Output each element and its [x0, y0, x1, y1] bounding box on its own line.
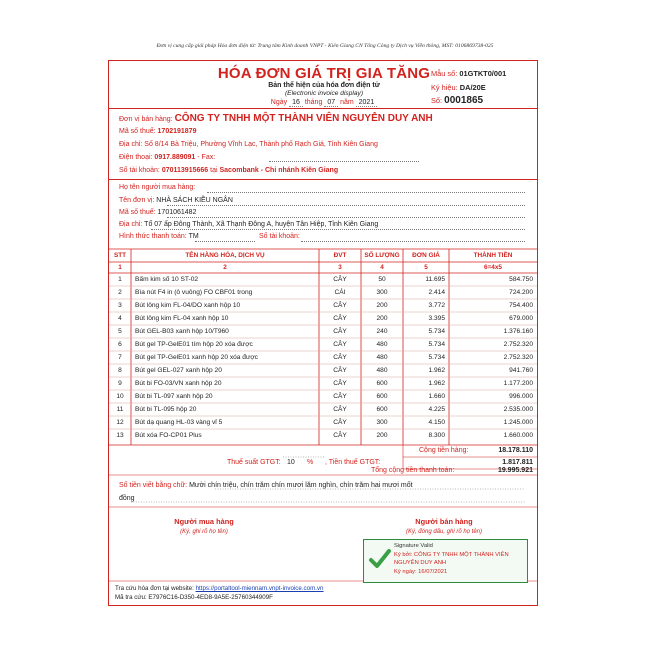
item-stt: 13: [116, 432, 124, 439]
item-qty: 240: [376, 328, 388, 335]
vat-amount-label: , Tiền thuế GTGT:: [325, 459, 381, 466]
item-price: 5.734: [428, 354, 445, 361]
payment-method: TM: [188, 233, 199, 240]
item-stt: 8: [118, 367, 122, 374]
item-unit: CÂY: [333, 315, 347, 322]
date-day: 16: [289, 99, 303, 107]
item-stt: 12: [116, 419, 124, 426]
item-stt: 7: [118, 354, 122, 361]
item-amount: 1.660.000: [503, 432, 533, 439]
form-label: Mẫu số:: [431, 69, 458, 78]
seller-address-label: Địa chỉ:: [119, 141, 143, 148]
col-header-qty: SỐ LƯỢNG: [364, 252, 400, 259]
item-amount: 1.177.200: [503, 380, 533, 387]
grand-total-label: Tổng cộng tiền thanh toán:: [371, 467, 455, 474]
words-text-cont: đồng: [119, 495, 135, 502]
item-amount: 2.752.320: [503, 354, 533, 361]
item-price: 1.660: [428, 393, 445, 400]
item-qty: 600: [376, 380, 388, 387]
date-day-label: Ngày: [270, 99, 288, 106]
item-unit: CÂY: [333, 354, 347, 361]
seller-sign-hint: (Ký, đóng dấu, ghi rõ họ tên): [405, 529, 483, 535]
item-stt: 9: [118, 380, 122, 387]
seller-fax-label: - Fax:: [197, 154, 216, 161]
item-unit: CÂY: [333, 406, 347, 413]
col-header-unit: ĐVT: [333, 252, 347, 259]
index-cell: 5: [424, 264, 428, 271]
lookup-row: [115, 585, 324, 592]
item-name: Bút bi FO-03/VN xanh hộp 20: [135, 380, 222, 387]
seller-name-label: Đơn vị bán hàng:: [119, 116, 173, 123]
item-name: Bút lông kim FL-04/DO xanh hộp 10: [135, 302, 241, 309]
seller-phone-label: Điện thoại:: [119, 154, 153, 161]
item-qty: 200: [376, 315, 388, 322]
form-value: 01GTKT0/001: [459, 69, 507, 78]
col-header-stt: STT: [113, 252, 127, 259]
seller-bank-label: tại: [210, 167, 218, 174]
vat-rate-value: 10: [287, 459, 295, 466]
item-amount: 584.750: [509, 276, 533, 283]
invoice-title: HÓA ĐƠN GIÁ TRỊ GIA TĂNG: [217, 65, 431, 82]
date-month: 07: [324, 99, 338, 107]
words-text: Mười chín triệu, chín trăm chín mươi lăm nghìn, chín trăm hai mươi mốt: [189, 482, 413, 489]
symbol-label: Ký hiệu:: [431, 83, 458, 92]
item-amount: 2.752.320: [503, 341, 533, 348]
item-qty: 600: [376, 393, 388, 400]
sig-by-text: Ký bởi: CÔNG TY TNHH MỘT THÀNH VIÊN: [394, 552, 509, 558]
item-unit: CÂY: [333, 380, 347, 387]
buyer-unit-label: Tên đơn vị:: [119, 197, 155, 204]
subtotal-value: 18.178.110: [498, 447, 533, 454]
item-qty: 50: [378, 276, 386, 283]
buyer-tax: 1701061482: [157, 209, 197, 216]
item-unit: CÂY: [333, 419, 347, 426]
vat-amount-value: 1.817.811: [502, 459, 533, 466]
payment-label: Hình thức thanh toán:: [119, 233, 187, 240]
item-amount: 724.200: [509, 289, 533, 296]
item-stt: 5: [118, 328, 122, 335]
lookup-code-row: [115, 594, 273, 601]
buyer-address: Tổ 07 ấp Đông Thành, Xã Thạnh Đông A, huyện Tân Hiệp, Tỉnh Kiên Giang: [144, 221, 379, 228]
item-name: Bấm kim số 10 ST-02: [135, 276, 199, 283]
buyer-account-label: Số tài khoản:: [259, 233, 300, 240]
seller-address: Số 8/14 Bà Triệu, Phường Vĩnh Lạc, Thành phố Rạch Giá, Tỉnh Kiên Giang: [144, 141, 378, 148]
item-name: Bút GEL-B03 xanh hộp 10/T960: [135, 328, 229, 335]
buyer-sign-hint: (Ký, ghi rõ họ tên): [180, 529, 228, 535]
item-qty: 480: [376, 367, 388, 374]
item-price: 1.962: [428, 367, 445, 374]
item-qty: 200: [376, 432, 388, 439]
col-header-price: ĐƠN GIÁ: [412, 252, 440, 259]
invoice-subtitle-en: (Electronic invoice display): [284, 90, 364, 97]
item-price: 4.150: [428, 419, 445, 426]
index-cell: 6=4x5: [484, 264, 502, 271]
sig-valid-text: Signature Valid: [394, 543, 433, 549]
item-qty: 480: [376, 341, 388, 348]
words-label: Số tiền viết bằng chữ:: [119, 482, 188, 489]
seller-sign-title: Người bán hàng: [415, 517, 473, 526]
number-label: Số:: [431, 96, 443, 105]
item-name: Bìa nút F4 in (ô vuông) FO CBF01 trong: [135, 289, 253, 296]
item-price: 5.734: [428, 341, 445, 348]
item-name: Bút bi TL-095 hộp 20: [135, 406, 197, 413]
symbol-value: DA/20E: [459, 83, 486, 92]
date-year-label: năm: [340, 99, 354, 106]
item-name: Bút dạ quang HL-03 vàng vỉ 5: [135, 419, 223, 426]
item-unit: CÂY: [333, 341, 347, 348]
item-name: Bút bi TL-097 xanh hộp 20: [135, 393, 213, 400]
item-amount: 754.400: [509, 302, 533, 309]
item-name: Bút gel TP-GelE01 xanh hộp 20 xóa được: [135, 354, 258, 361]
item-unit: CÂY: [333, 302, 347, 309]
item-amount: 941.760: [509, 367, 533, 374]
buyer-tax-label: Mã số thuế:: [119, 209, 156, 216]
item-unit: CÂY: [333, 276, 347, 283]
item-amount: 996.000: [509, 393, 533, 400]
subtotal-label: Cộng tiền hàng:: [419, 447, 469, 454]
seller-account-label: Số tài khoản:: [119, 167, 160, 174]
date-month-label: tháng: [304, 99, 323, 106]
index-cell: 1: [118, 264, 122, 271]
digital-signature-box: [363, 539, 528, 583]
invoice-subtitle: Bản thể hiện của hóa đơn điện tử: [268, 82, 380, 89]
item-unit: CÂY: [333, 393, 347, 400]
item-stt: 3: [118, 302, 122, 309]
words-row: [119, 482, 413, 489]
item-amount: 1.245.000: [503, 419, 533, 426]
index-cell: 4: [380, 264, 384, 271]
index-cell: 2: [223, 264, 227, 271]
number-value: 0001865: [444, 95, 484, 106]
vat-percent: %: [307, 459, 314, 466]
item-stt: 10: [116, 393, 124, 400]
sig-by-text-cont: NGUYỄN DUY ANH: [394, 560, 447, 566]
vat-rate-label: Thuế suất GTGT:: [227, 459, 281, 466]
seller-bank: Sacombank - Chi nhánh Kiên Giang: [219, 167, 339, 174]
item-price: 5.734: [428, 328, 445, 335]
seller-phone: 0917.889091: [154, 154, 196, 161]
item-amount: 2.535.000: [503, 406, 533, 413]
date-year: 2021: [356, 99, 378, 107]
item-stt: 6: [118, 341, 122, 348]
item-name: Bút xóa FO-CP01 Plus: [135, 432, 202, 439]
buyer-sign-title: Người mua hàng: [174, 517, 234, 526]
item-amount: 679.000: [509, 315, 533, 322]
grand-total-value: 19.995.921: [497, 467, 533, 474]
item-price: 4.225: [428, 406, 445, 413]
lookup-link[interactable]: https://portaltool-miennam.vnpt-invoice.com.vn: [195, 585, 324, 592]
item-amount: 1.376.160: [503, 328, 533, 335]
sig-date-text: Ký ngày: 16/07/2021: [394, 569, 448, 575]
item-price: 2.414: [428, 289, 445, 296]
item-name: Bút lông kim FL-04 xanh hộp 10: [135, 315, 229, 322]
item-name: Bút gel TP-GelE01 tím hộp 20 xóa được: [135, 341, 253, 348]
item-unit: CÂY: [333, 432, 347, 439]
item-price: 3.772: [428, 302, 445, 309]
item-qty: 300: [376, 289, 388, 296]
item-price: 1.962: [428, 380, 445, 387]
invoice-frame: [108, 60, 538, 606]
item-qty: 600: [376, 406, 388, 413]
index-cell: 3: [338, 264, 342, 271]
lookup-code: E7976C16-D350-4ED8-9A5E-25760344909F: [148, 594, 273, 601]
seller-tax: 1702191879: [157, 128, 197, 135]
item-price: 11.695: [425, 276, 445, 283]
seller-tax-label: Mã số thuế:: [119, 128, 156, 135]
item-unit: CÁI: [334, 289, 346, 296]
item-stt: 2: [118, 289, 122, 296]
buyer-unit: NHÀ SÁCH KIỀU NGÂN: [156, 197, 233, 204]
col-header-amount: THÀNH TIỀN: [473, 252, 513, 259]
provider-note: Đơn vị cung cấp giải pháp Hóa đơn điện tử: Trung tâm Kinh doanh VNPT - Kiên Giang CN Tổng Công ty Dịch vụ Viễn thông, MST: 0106869738-025: [156, 43, 494, 49]
item-unit: CÂY: [333, 367, 347, 374]
item-stt: 4: [118, 315, 122, 322]
item-qty: 480: [376, 354, 388, 361]
checkmark-icon: [368, 547, 392, 571]
seller-account: 070113915666: [161, 167, 209, 174]
col-header-name: TÊN HÀNG HÓA, DỊCH VỤ: [185, 252, 265, 259]
item-price: 3.395: [428, 315, 445, 322]
lookup-label: Tra cứu hóa đơn tại website:: [115, 585, 194, 592]
item-price: 8.300: [428, 432, 445, 439]
item-qty: 200: [376, 302, 388, 309]
item-qty: 300: [376, 419, 388, 426]
buyer-person-label: Họ tên người mua hàng:: [119, 184, 196, 191]
item-stt: 11: [116, 406, 124, 413]
seller-name: CÔNG TY TNHH MỘT THÀNH VIÊN NGUYỄN DUY ANH: [174, 113, 433, 124]
lookup-code-label: Mã tra cứu:: [115, 594, 147, 601]
buyer-address-label: Địa chỉ:: [119, 221, 143, 228]
item-name: Bút gel GEL-027 xanh hộp 20: [135, 367, 222, 374]
item-stt: 1: [118, 276, 122, 283]
item-unit: CÂY: [333, 328, 347, 335]
